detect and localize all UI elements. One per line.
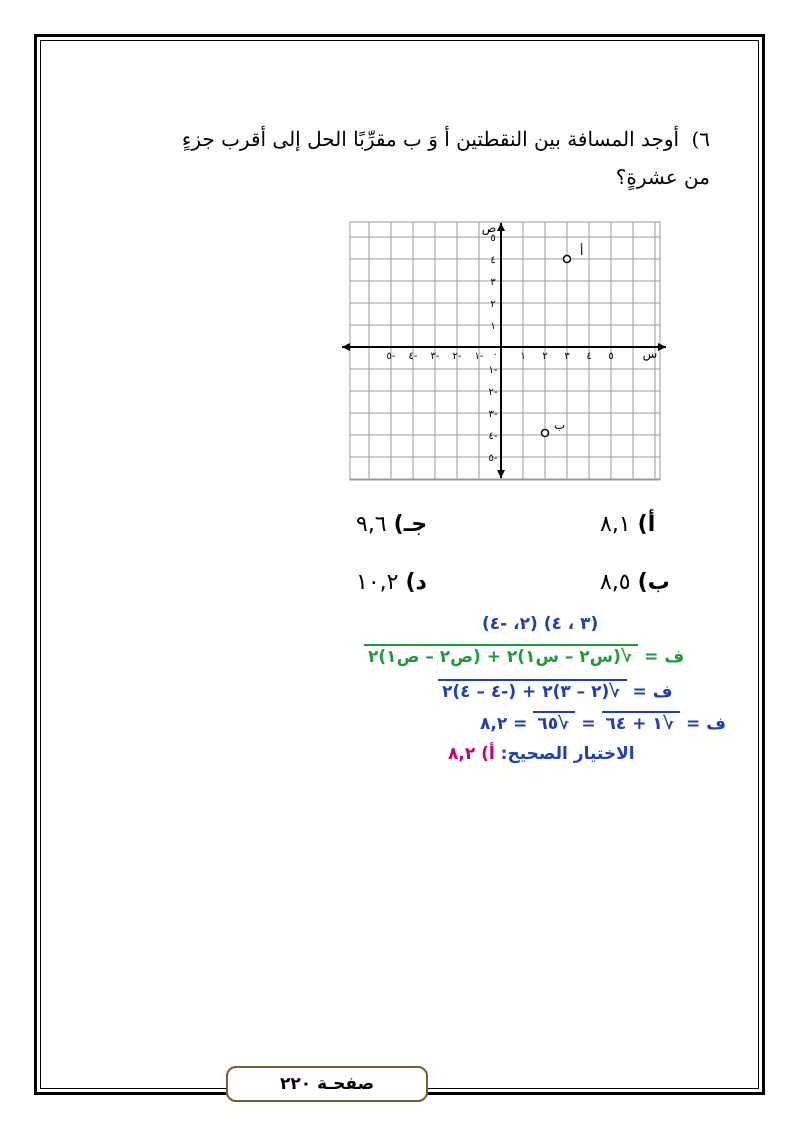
evaluation-f: ف =: [686, 714, 726, 734]
x-tick-label: ٣: [564, 351, 570, 362]
origin-label: ٠: [492, 349, 498, 360]
x-tick-label: ٢-: [452, 351, 462, 362]
solution-substitution: [438, 682, 672, 702]
answer-label: الاختيار الصحيح:: [500, 744, 635, 764]
formula-f: ف =: [644, 647, 685, 667]
y-tick-label: ٥-: [488, 453, 498, 464]
point-b-label: ب: [554, 418, 566, 432]
y-axis-arrow-top: [497, 223, 505, 231]
x-tick-label: ٤-: [408, 351, 418, 362]
y-axis-label: ص: [481, 221, 497, 235]
choice-b-label: ب): [637, 570, 670, 595]
page-number: صفحـة ٢٢٠: [279, 1074, 375, 1094]
y-tick-label: ١: [490, 321, 496, 332]
choice-d-label: د): [405, 570, 427, 595]
x-tick-label: ٤: [586, 351, 592, 362]
x-tick-label: ٥-: [386, 351, 396, 362]
y-tick-label: ٢-: [488, 387, 498, 398]
choice-b-value: ٨,٥: [600, 570, 631, 595]
question-text: [90, 120, 710, 196]
choice-b[interactable]: [600, 570, 670, 595]
choice-a-label: أ): [637, 512, 656, 537]
y-tick-label: ٥: [490, 233, 496, 244]
evaluation-radical-2: √٦٥: [533, 714, 575, 734]
choice-a[interactable]: [600, 512, 655, 537]
choice-a-value: ٨,١: [600, 512, 631, 537]
solution-points: (٣ ، ٤) (٢، -٤): [482, 614, 599, 634]
point-a-label: أ: [580, 244, 584, 258]
x-tick-label: ١: [520, 351, 526, 362]
y-axis-arrow-bottom: [497, 470, 505, 478]
x-axis-label: س: [642, 347, 658, 361]
evaluation-step-a: ١ + ٦٤: [605, 714, 663, 734]
choice-d[interactable]: [356, 570, 427, 595]
y-tick-labels: [489, 233, 498, 464]
x-tick-label: ١-: [474, 351, 484, 362]
x-axis-arrow-right: [658, 343, 666, 351]
x-tick-label: ٥: [608, 351, 614, 362]
question-number: ٦): [691, 127, 710, 151]
solution-formula: [364, 647, 684, 667]
y-tick-label: ٤-: [488, 431, 498, 442]
question-line-2: من عشرةٍ؟: [615, 165, 710, 189]
y-tick-label: ٢: [490, 299, 496, 310]
solution-evaluation: ف = √١ + ٦٤ = √٦٥ = ٨,٢: [480, 714, 726, 734]
x-tick-label: ٣-: [430, 351, 440, 362]
substitution-f: ف =: [632, 682, 673, 702]
point-b: [542, 430, 549, 437]
evaluation-result: ٨,٢: [480, 714, 508, 734]
y-tick-label: ٣-: [488, 409, 498, 420]
page-inner-border: [40, 40, 759, 1089]
answer-value: أ) ٨,٢: [448, 744, 495, 764]
choice-c-label: جـ): [393, 512, 428, 537]
question-line-1: أوجد المسافة بين النقطتين أ وَ ب مقرِّبًا الحل إلى أقرب جزءٍ: [181, 127, 680, 151]
page-number-tab: [226, 1066, 428, 1102]
y-tick-label: ٤: [490, 255, 496, 266]
choice-c[interactable]: [356, 512, 427, 537]
substitution-radical: √(٢ – ٣)٢ + (-٤ – ٤)٢: [438, 682, 627, 702]
evaluation-radical-1: √١ + ٦٤: [602, 714, 681, 734]
coordinate-plane: [340, 220, 670, 490]
y-tick-label: ١-: [488, 365, 498, 376]
substitution-expression: (٢ – ٣)٢ + (-٤ – ٤)٢: [442, 682, 610, 702]
y-tick-label: ٣: [490, 277, 496, 288]
choice-d-value: ١٠,٢: [356, 570, 399, 595]
x-axis-arrow-left: [342, 343, 350, 351]
evaluation-step-b: ٦٥: [537, 714, 559, 734]
choice-c-value: ٩,٦: [356, 512, 387, 537]
x-tick-label: ٢: [542, 351, 548, 362]
point-a: [564, 256, 571, 263]
formula-radical: √(س٢ – س١)٢ + (ص٢ – ص١)٢: [364, 647, 638, 667]
solution-answer: [448, 744, 635, 764]
formula-expression: (س٢ – س١)٢ + (ص٢ – ص١)٢: [368, 647, 621, 667]
